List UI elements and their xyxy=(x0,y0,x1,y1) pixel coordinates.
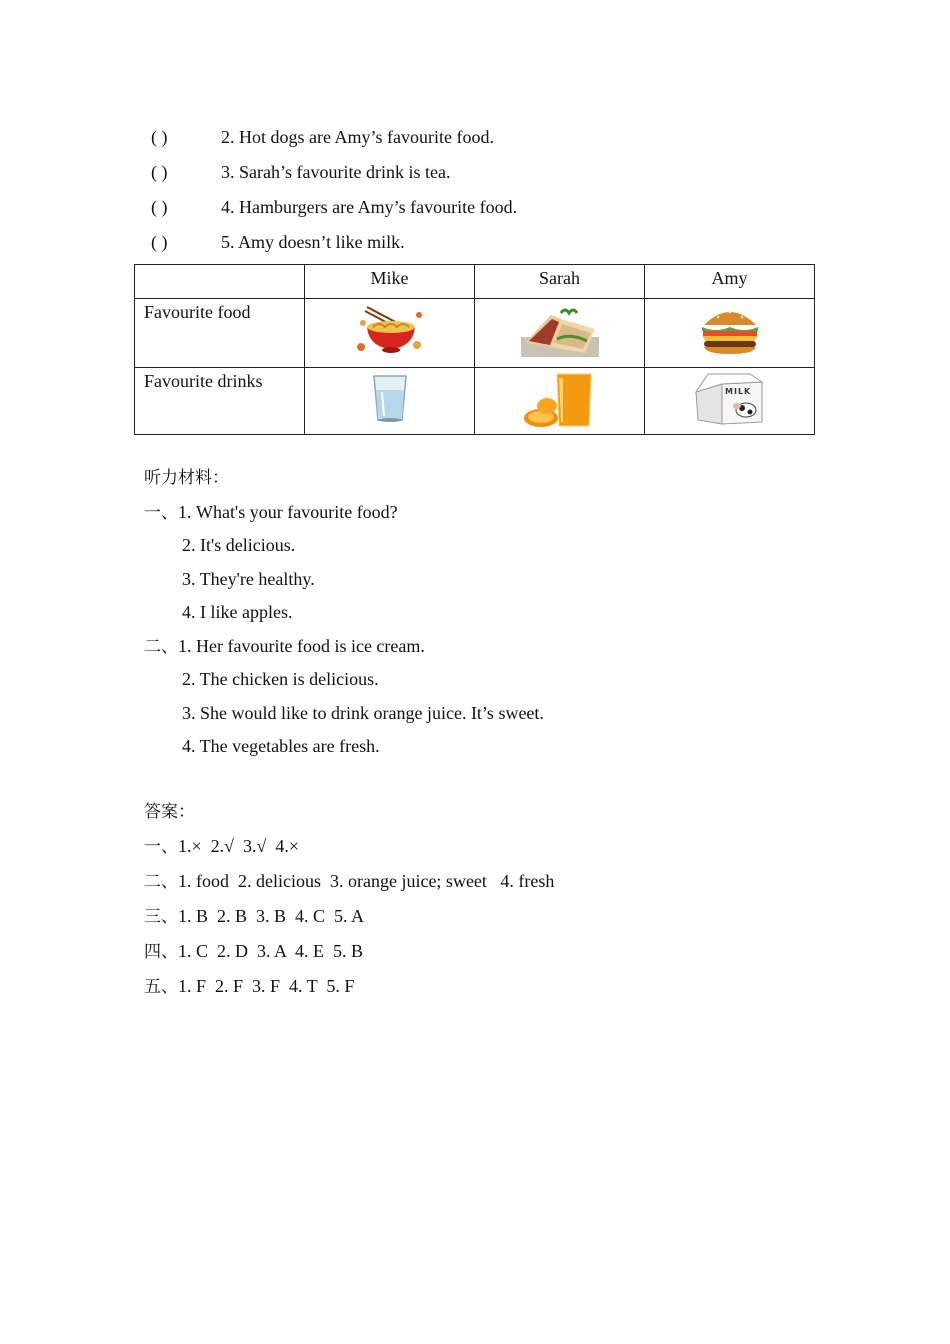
listening-section1-item3: 3. They're healthy. xyxy=(182,569,315,589)
header-mike: Mike xyxy=(305,265,475,299)
answer-text: 1. food 2. delicious 3. orange juice; sweet 4. fresh xyxy=(178,871,555,891)
mike-drink-cell xyxy=(305,368,475,435)
answer-line-1 xyxy=(144,834,299,858)
section-prefix: 二、 xyxy=(144,872,178,892)
answer-text: 1. F 2. F 3. F 4. T 5. F xyxy=(178,976,355,996)
statement-5 xyxy=(151,230,405,254)
milk-label: MILK xyxy=(724,387,751,396)
header-empty xyxy=(135,265,305,299)
statement-text: 5. Amy doesn’t like milk. xyxy=(221,232,405,252)
sarah-drink-cell xyxy=(475,368,645,435)
section-prefix: 一、 xyxy=(144,503,178,523)
orange-juice-icon xyxy=(523,372,597,428)
listening-section2-item1 xyxy=(144,634,425,658)
listening-section2-item3: 3. She would like to drink orange juice. It’s sweet. xyxy=(182,703,544,723)
statement-2 xyxy=(151,125,494,149)
listening-section2-item2: 2. The chicken is delicious. xyxy=(182,669,379,689)
listening-section1-item4: 4. I like apples. xyxy=(182,602,293,622)
statement-3 xyxy=(151,160,450,184)
listening-sentence: 1. What's your favourite food? xyxy=(178,502,398,522)
listening-section2-item4: 4. The vegetables are fresh. xyxy=(182,736,380,756)
hamburger-icon xyxy=(698,303,762,355)
section-prefix: 二、 xyxy=(144,637,178,657)
favourites-table xyxy=(134,264,815,435)
noodles-icon xyxy=(355,303,425,359)
answer-blank[interactable]: ( ) xyxy=(151,232,168,252)
answer-blank[interactable]: ( ) xyxy=(151,127,168,147)
answer-text: 1.× 2.√ 3.√ 4.× xyxy=(178,836,300,856)
listening-sentence: 1. Her favourite food is ice cream. xyxy=(178,636,425,656)
section-prefix: 一、 xyxy=(144,837,178,857)
favourite-drinks-label: Favourite drinks xyxy=(135,368,305,435)
favourite-drinks-row xyxy=(135,368,815,435)
statement-4 xyxy=(151,195,517,219)
answer-line-5 xyxy=(144,974,354,998)
answers-heading: 答案： xyxy=(144,802,195,822)
mike-food-cell xyxy=(305,299,475,368)
section-prefix: 五、 xyxy=(144,977,178,997)
milk-carton-icon xyxy=(694,372,766,426)
sarah-food-cell xyxy=(475,299,645,368)
statement-text: 3. Sarah’s favourite drink is tea. xyxy=(221,162,451,182)
statement-text: 4. Hamburgers are Amy’s favourite food. xyxy=(221,197,518,217)
answer-line-4 xyxy=(144,939,363,963)
answer-line-3 xyxy=(144,904,364,928)
answer-text: 1. C 2. D 3. A 4. E 5. B xyxy=(178,941,364,961)
amy-food-cell xyxy=(645,299,815,368)
section-prefix: 四、 xyxy=(144,942,178,962)
sandwich-icon xyxy=(521,303,599,359)
listening-section1-item1 xyxy=(144,500,398,524)
water-glass-icon xyxy=(370,372,410,424)
answer-line-2 xyxy=(144,869,554,893)
listening-section1-item2: 2. It's delicious. xyxy=(182,535,296,555)
favourite-food-label: Favourite food xyxy=(135,299,305,368)
answer-text: 1. B 2. B 3. B 4. C 5. A xyxy=(178,906,365,926)
header-amy: Amy xyxy=(645,265,815,299)
listening-heading: 听力材料： xyxy=(144,468,229,488)
header-sarah: Sarah xyxy=(475,265,645,299)
statement-text: 2. Hot dogs are Amy’s favourite food. xyxy=(221,127,494,147)
section-prefix: 三、 xyxy=(144,907,178,927)
answer-blank[interactable]: ( ) xyxy=(151,197,168,217)
answer-blank[interactable]: ( ) xyxy=(151,162,168,182)
amy-drink-cell xyxy=(645,368,815,435)
table-header-row xyxy=(135,265,815,299)
favourite-food-row xyxy=(135,299,815,368)
